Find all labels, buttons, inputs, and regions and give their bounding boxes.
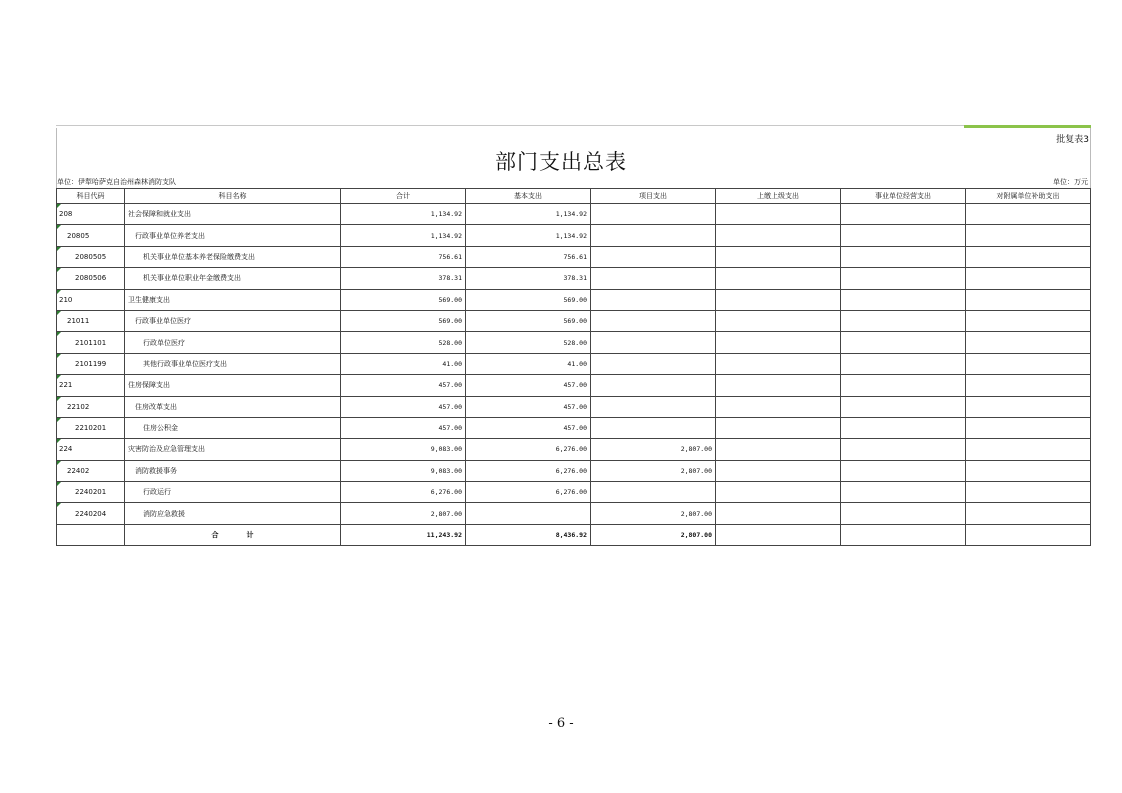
total-cell: 569.00 [341, 310, 466, 331]
subsidiary-subsidy-cell [966, 460, 1091, 481]
total-cell: 457.00 [341, 396, 466, 417]
remit-superior-cell [716, 503, 841, 524]
remit-superior-cell [716, 396, 841, 417]
total-cell: 1,134.92 [341, 204, 466, 225]
remit-superior-cell [716, 332, 841, 353]
business-operation-cell [841, 460, 966, 481]
table-row [57, 332, 1091, 353]
remit-superior-cell [716, 482, 841, 503]
project-expense-cell: 2,807.00 [591, 439, 716, 460]
project-expense-cell [591, 268, 716, 289]
grand-project-cell: 2,807.00 [591, 524, 716, 545]
page-title: 部门支出总表 [495, 150, 627, 174]
subject-name-cell: 消防救援事务 [125, 460, 341, 481]
business-operation-cell [841, 375, 966, 396]
column-header: 项目支出 [591, 189, 716, 204]
basic-expense-cell: 457.00 [466, 375, 591, 396]
subject-code-cell: 2080505 [57, 246, 125, 267]
total-cell: 9,083.00 [341, 439, 466, 460]
subsidiary-subsidy-cell [966, 396, 1091, 417]
column-header: 事业单位经营支出 [841, 189, 966, 204]
column-header: 基本支出 [466, 189, 591, 204]
subject-name-cell: 卫生健康支出 [125, 289, 341, 310]
subsidiary-subsidy-cell [966, 482, 1091, 503]
table-row [57, 396, 1091, 417]
subject-name-cell: 行政事业单位医疗 [125, 310, 341, 331]
basic-expense-cell: 6,276.00 [466, 460, 591, 481]
project-expense-cell: 2,807.00 [591, 503, 716, 524]
subject-name-cell: 机关事业单位职业年金缴费支出 [125, 268, 341, 289]
table-row [57, 417, 1091, 438]
subject-name-cell: 行政单位医疗 [125, 332, 341, 353]
subject-code-cell: 2240204 [57, 503, 125, 524]
column-header: 对附属单位补助支出 [966, 189, 1091, 204]
unit-organization: 单位：伊犁哈萨克自治州森林消防支队 [57, 178, 176, 186]
basic-expense-cell: 6,276.00 [466, 482, 591, 503]
subject-code-cell: 20805 [57, 225, 125, 246]
remit-superior-cell [716, 417, 841, 438]
subject-name-cell: 机关事业单位基本养老保险缴费支出 [125, 246, 341, 267]
total-cell: 756.61 [341, 246, 466, 267]
remit-superior-cell [716, 353, 841, 374]
subsidiary-subsidy-cell [966, 204, 1091, 225]
table-row [57, 246, 1091, 267]
subject-code-cell: 224 [57, 439, 125, 460]
subject-code-cell: 2101101 [57, 332, 125, 353]
subject-code-cell: 2101199 [57, 353, 125, 374]
project-expense-cell [591, 482, 716, 503]
basic-expense-cell: 6,276.00 [466, 439, 591, 460]
subject-name-cell: 住房改革支出 [125, 396, 341, 417]
total-cell: 457.00 [341, 375, 466, 396]
grand-total-cell: 11,243.92 [341, 524, 466, 545]
remit-superior-cell [716, 225, 841, 246]
total-code-cell [57, 524, 125, 545]
form-serial-label: 批复表3 [1056, 135, 1089, 145]
subject-name-cell: 社会保障和就业支出 [125, 204, 341, 225]
table-row [57, 375, 1091, 396]
total-cell: 569.00 [341, 289, 466, 310]
business-operation-cell [841, 289, 966, 310]
basic-expense-cell: 457.00 [466, 417, 591, 438]
subject-code-cell: 221 [57, 375, 125, 396]
project-expense-cell [591, 417, 716, 438]
remit-superior-cell [716, 310, 841, 331]
remit-superior-cell [716, 439, 841, 460]
subject-code-cell: 210 [57, 289, 125, 310]
project-expense-cell [591, 375, 716, 396]
project-expense-cell [591, 353, 716, 374]
total-cell: 41.00 [341, 353, 466, 374]
subsidiary-subsidy-cell [966, 289, 1091, 310]
subject-code-cell: 208 [57, 204, 125, 225]
business-operation-cell [841, 204, 966, 225]
subject-name-cell: 住房保障支出 [125, 375, 341, 396]
grand-subsidy-cell [966, 524, 1091, 545]
remit-superior-cell [716, 460, 841, 481]
business-operation-cell [841, 417, 966, 438]
basic-expense-cell: 528.00 [466, 332, 591, 353]
column-header: 科目代码 [57, 189, 125, 204]
subsidiary-subsidy-cell [966, 375, 1091, 396]
business-operation-cell [841, 482, 966, 503]
subject-name-cell: 住房公积金 [125, 417, 341, 438]
basic-expense-cell: 569.00 [466, 289, 591, 310]
table-row [57, 503, 1091, 524]
remit-superior-cell [716, 289, 841, 310]
subject-name-cell: 其他行政事业单位医疗支出 [125, 353, 341, 374]
subsidiary-subsidy-cell [966, 503, 1091, 524]
subject-name-cell: 灾害防治及应急管理支出 [125, 439, 341, 460]
subject-name-cell: 消防应急救援 [125, 503, 341, 524]
table-row [57, 460, 1091, 481]
table-header-row [57, 189, 1091, 204]
table-row [57, 204, 1091, 225]
total-cell: 457.00 [341, 417, 466, 438]
subsidiary-subsidy-cell [966, 417, 1091, 438]
subsidiary-subsidy-cell [966, 353, 1091, 374]
subject-code-cell: 2080506 [57, 268, 125, 289]
project-expense-cell [591, 310, 716, 331]
grand-remit-cell [716, 524, 841, 545]
basic-expense-cell [466, 503, 591, 524]
total-cell: 1,134.92 [341, 225, 466, 246]
sheet-selection-accent [964, 125, 1091, 128]
project-expense-cell [591, 332, 716, 353]
business-operation-cell [841, 396, 966, 417]
total-cell: 9,083.00 [341, 460, 466, 481]
business-operation-cell [841, 310, 966, 331]
column-header: 科目名称 [125, 189, 341, 204]
subject-code-cell: 22102 [57, 396, 125, 417]
table-row [57, 268, 1091, 289]
total-cell: 528.00 [341, 332, 466, 353]
business-operation-cell [841, 246, 966, 267]
basic-expense-cell: 378.31 [466, 268, 591, 289]
remit-superior-cell [716, 375, 841, 396]
business-operation-cell [841, 225, 966, 246]
subject-code-cell: 2210201 [57, 417, 125, 438]
table-row [57, 310, 1091, 331]
table-row [57, 289, 1091, 310]
subsidiary-subsidy-cell [966, 310, 1091, 331]
basic-expense-cell: 1,134.92 [466, 204, 591, 225]
remit-superior-cell [716, 268, 841, 289]
sheet-top-strip [56, 125, 1091, 130]
project-expense-cell: 2,807.00 [591, 460, 716, 481]
page-number: - 6 - [548, 716, 574, 731]
remit-superior-cell [716, 204, 841, 225]
subject-code-cell: 21011 [57, 310, 125, 331]
expenditure-table [56, 188, 1091, 546]
subject-name-cell: 行政事业单位养老支出 [125, 225, 341, 246]
subsidiary-subsidy-cell [966, 268, 1091, 289]
table-total-row [57, 524, 1091, 545]
column-header: 合计 [341, 189, 466, 204]
column-header: 上缴上级支出 [716, 189, 841, 204]
subsidiary-subsidy-cell [966, 225, 1091, 246]
total-cell: 6,276.00 [341, 482, 466, 503]
grand-basic-cell: 8,436.92 [466, 524, 591, 545]
project-expense-cell [591, 246, 716, 267]
business-operation-cell [841, 268, 966, 289]
grand-business-cell [841, 524, 966, 545]
subsidiary-subsidy-cell [966, 332, 1091, 353]
project-expense-cell [591, 396, 716, 417]
subsidiary-subsidy-cell [966, 246, 1091, 267]
subject-code-cell: 22402 [57, 460, 125, 481]
project-expense-cell [591, 289, 716, 310]
table-row [57, 439, 1091, 460]
subsidiary-subsidy-cell [966, 439, 1091, 460]
table-row [57, 225, 1091, 246]
total-cell: 2,807.00 [341, 503, 466, 524]
basic-expense-cell: 756.61 [466, 246, 591, 267]
total-cell: 378.31 [341, 268, 466, 289]
basic-expense-cell: 569.00 [466, 310, 591, 331]
business-operation-cell [841, 353, 966, 374]
subject-name-cell: 行政运行 [125, 482, 341, 503]
table-row [57, 353, 1091, 374]
remit-superior-cell [716, 246, 841, 267]
unit-currency: 单位：万元 [1053, 178, 1088, 186]
basic-expense-cell: 41.00 [466, 353, 591, 374]
basic-expense-cell: 1,134.92 [466, 225, 591, 246]
subject-code-cell: 2240201 [57, 482, 125, 503]
project-expense-cell [591, 225, 716, 246]
table-row [57, 482, 1091, 503]
project-expense-cell [591, 204, 716, 225]
basic-expense-cell: 457.00 [466, 396, 591, 417]
business-operation-cell [841, 439, 966, 460]
business-operation-cell [841, 332, 966, 353]
total-label-cell: 合 计 [125, 524, 341, 545]
business-operation-cell [841, 503, 966, 524]
